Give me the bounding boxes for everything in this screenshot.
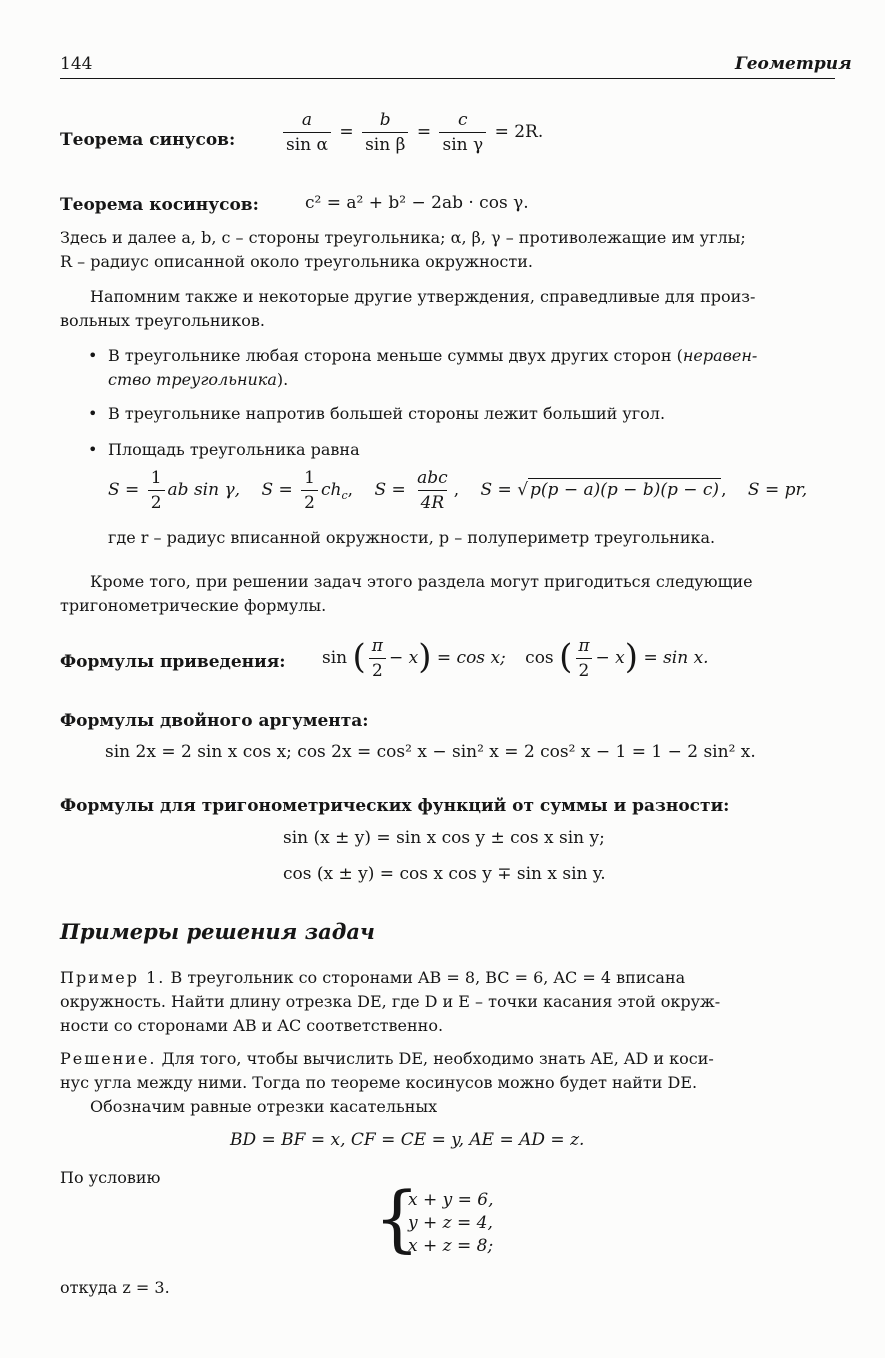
fraction xyxy=(148,468,165,513)
solution-line-2: нус угла между ними. Тогда по теореме косинусов можно будет найти DE. xyxy=(60,1073,698,1092)
comma: , xyxy=(721,480,727,500)
sqrt-sign: √ xyxy=(517,480,529,500)
recall-line-1: Напомним также и некоторые другие утверждения, справедливые для произ- xyxy=(90,287,756,306)
fraction xyxy=(369,636,386,681)
numerator: a xyxy=(301,110,313,130)
example-1-line-2: окружность. Найти длину отрезка DE, где D и E – точки касания этой окруж- xyxy=(60,992,721,1011)
comma: , xyxy=(347,480,354,500)
system-brace: { xyxy=(374,1176,420,1260)
running-header-section: Геометрия xyxy=(735,54,852,74)
cosine-law-label: Теорема косинусов: xyxy=(60,195,259,215)
trig-intro-line-2: тригонометрические формулы. xyxy=(60,596,327,615)
example-text: В треугольник со сторонами AB = 8, BC = 6, AC = 4 вписана xyxy=(170,968,686,987)
sin: sin xyxy=(322,648,348,668)
reduction-label: Формулы приведения: xyxy=(60,652,286,672)
solution-text: Для того, чтобы вычислить DE, необходимо знать AE, AD и коси- xyxy=(161,1049,714,1068)
minus-x: − x xyxy=(388,648,419,668)
denominator: sin γ xyxy=(439,132,486,155)
denominator: 4R xyxy=(418,490,448,513)
area-f5: S = pr, xyxy=(747,480,808,500)
denominator: 2 xyxy=(576,658,593,681)
denominator: 2 xyxy=(148,490,165,513)
area-formulas xyxy=(108,468,807,513)
bullet-3-text: Площадь треугольника равна xyxy=(108,440,360,459)
area-s: S = xyxy=(480,480,512,500)
fraction xyxy=(362,110,408,155)
denominator: 2 xyxy=(301,490,318,513)
bullet-text: В треугольнике любая сторона меньше суммы двух других сторон ( xyxy=(108,346,683,365)
formula-tail: = 2R. xyxy=(494,122,544,142)
numerator: π xyxy=(578,636,590,656)
sqrt-body: p(p − a)(p − b)(p − c) xyxy=(530,480,720,500)
denominator: sin β xyxy=(362,132,408,155)
system-eq-2: y + z = 4, xyxy=(408,1213,493,1233)
sum-diff-formula-1: sin (x ± y) = sin x cos y ± cos x sin y; xyxy=(283,828,605,848)
solution-line-1 xyxy=(60,1047,714,1071)
bullet-text: ). xyxy=(276,370,289,389)
numerator: 1 xyxy=(304,468,315,488)
page-number: 144 xyxy=(60,54,93,74)
fraction xyxy=(301,468,318,513)
denominator: sin α xyxy=(283,132,331,155)
subscript: c xyxy=(341,489,348,502)
recall-line-2: вольных треугольников. xyxy=(60,311,265,330)
intro-line-2: R – радиус описанной около треугольника окружности. xyxy=(60,252,533,271)
double-arg-formula: sin 2x = 2 sin x cos x; cos 2x = cos² x − sin² x = 2 cos² x − 1 = 1 − 2 sin² x. xyxy=(105,742,756,762)
comma: , xyxy=(453,480,460,500)
result-1: = cos x; xyxy=(436,648,506,668)
denominator: 2 xyxy=(369,658,386,681)
minus-x: − x xyxy=(595,648,625,668)
numerator: π xyxy=(371,636,383,656)
bullet-2: • xyxy=(88,404,98,423)
bullet-1-line-2 xyxy=(108,368,288,392)
fraction xyxy=(575,636,592,681)
area-s: S = xyxy=(261,480,293,500)
example-1-line-1 xyxy=(60,966,685,990)
bullet-2-text: В треугольнике напротив большей стороны лежит больший угол. xyxy=(108,404,666,423)
area-f2: ch xyxy=(320,480,342,500)
sum-diff-label: Формулы для тригонометрических функций от суммы и разности: xyxy=(60,796,730,816)
cosine-law-formula: c² = a² + b² − 2ab · cos γ. xyxy=(305,193,529,213)
area-s: S = xyxy=(108,480,140,500)
sine-law-label: Теорема синусов: xyxy=(60,130,236,150)
fraction xyxy=(414,468,451,513)
trig-intro-line-1: Кроме того, при решении задач этого раздела могут пригодиться следующие xyxy=(90,572,753,591)
solution-line-3: Обозначим равные отрезки касательных xyxy=(90,1097,438,1116)
result-2: = sin x. xyxy=(643,648,709,668)
system-eq-3: x + z = 8; xyxy=(408,1236,494,1256)
cos: cos xyxy=(525,648,554,668)
bullet-3: • xyxy=(88,440,98,459)
example-label: Пример 1. xyxy=(60,968,166,987)
area-f1: ab sin γ, xyxy=(167,480,241,500)
area-where: где r – радиус вписанной окружности, p – полупериметр треугольника. xyxy=(108,528,716,547)
paren: ( xyxy=(352,637,366,677)
solution-label: Решение. xyxy=(60,1049,157,1068)
sine-law-formula: $\frac{a}{\text{sin α}}$ = $\frac{b}{\text{sin β}}$ = $\frac{c}{\text{sin γ}}$ = 2R. xyxy=(280,110,543,155)
numerator: c xyxy=(458,110,468,130)
area-s: S = xyxy=(374,480,406,500)
examples-heading: Примеры решения задач xyxy=(60,919,375,944)
intro-line-1: Здесь и далее a, b, c – стороны треугольника; α, β, γ – противолежащие им углы; xyxy=(60,228,746,247)
fraction xyxy=(439,110,486,155)
italic-term: неравен- xyxy=(682,346,758,365)
bullet-1: • xyxy=(88,346,98,365)
header-rule xyxy=(60,78,835,79)
system-eq-1: x + y = 6, xyxy=(408,1190,494,1210)
bullet-1-line-1 xyxy=(108,344,757,368)
paren: ( xyxy=(559,637,573,677)
numerator: b xyxy=(379,110,391,130)
numerator: 1 xyxy=(150,468,162,488)
italic-term: ство треугольника xyxy=(108,370,277,389)
paren: ) xyxy=(624,637,639,677)
numerator: abc xyxy=(417,468,448,488)
condition-label: По условию xyxy=(60,1168,161,1187)
example-1-line-3: ности со сторонами AB и AC соответственно. xyxy=(60,1016,444,1035)
fraction xyxy=(283,110,331,155)
sum-diff-formula-2: cos (x ± y) = cos x cos y ∓ sin x sin y. xyxy=(283,864,606,884)
double-arg-label: Формулы двойного аргумента: xyxy=(60,711,369,731)
result-line: откуда z = 3. xyxy=(60,1278,170,1297)
tangent-segments-equation: BD = BF = x, CF = CE = y, AE = AD = z. xyxy=(230,1130,585,1150)
reduction-formulas xyxy=(322,636,709,681)
paren: ) xyxy=(418,637,432,677)
